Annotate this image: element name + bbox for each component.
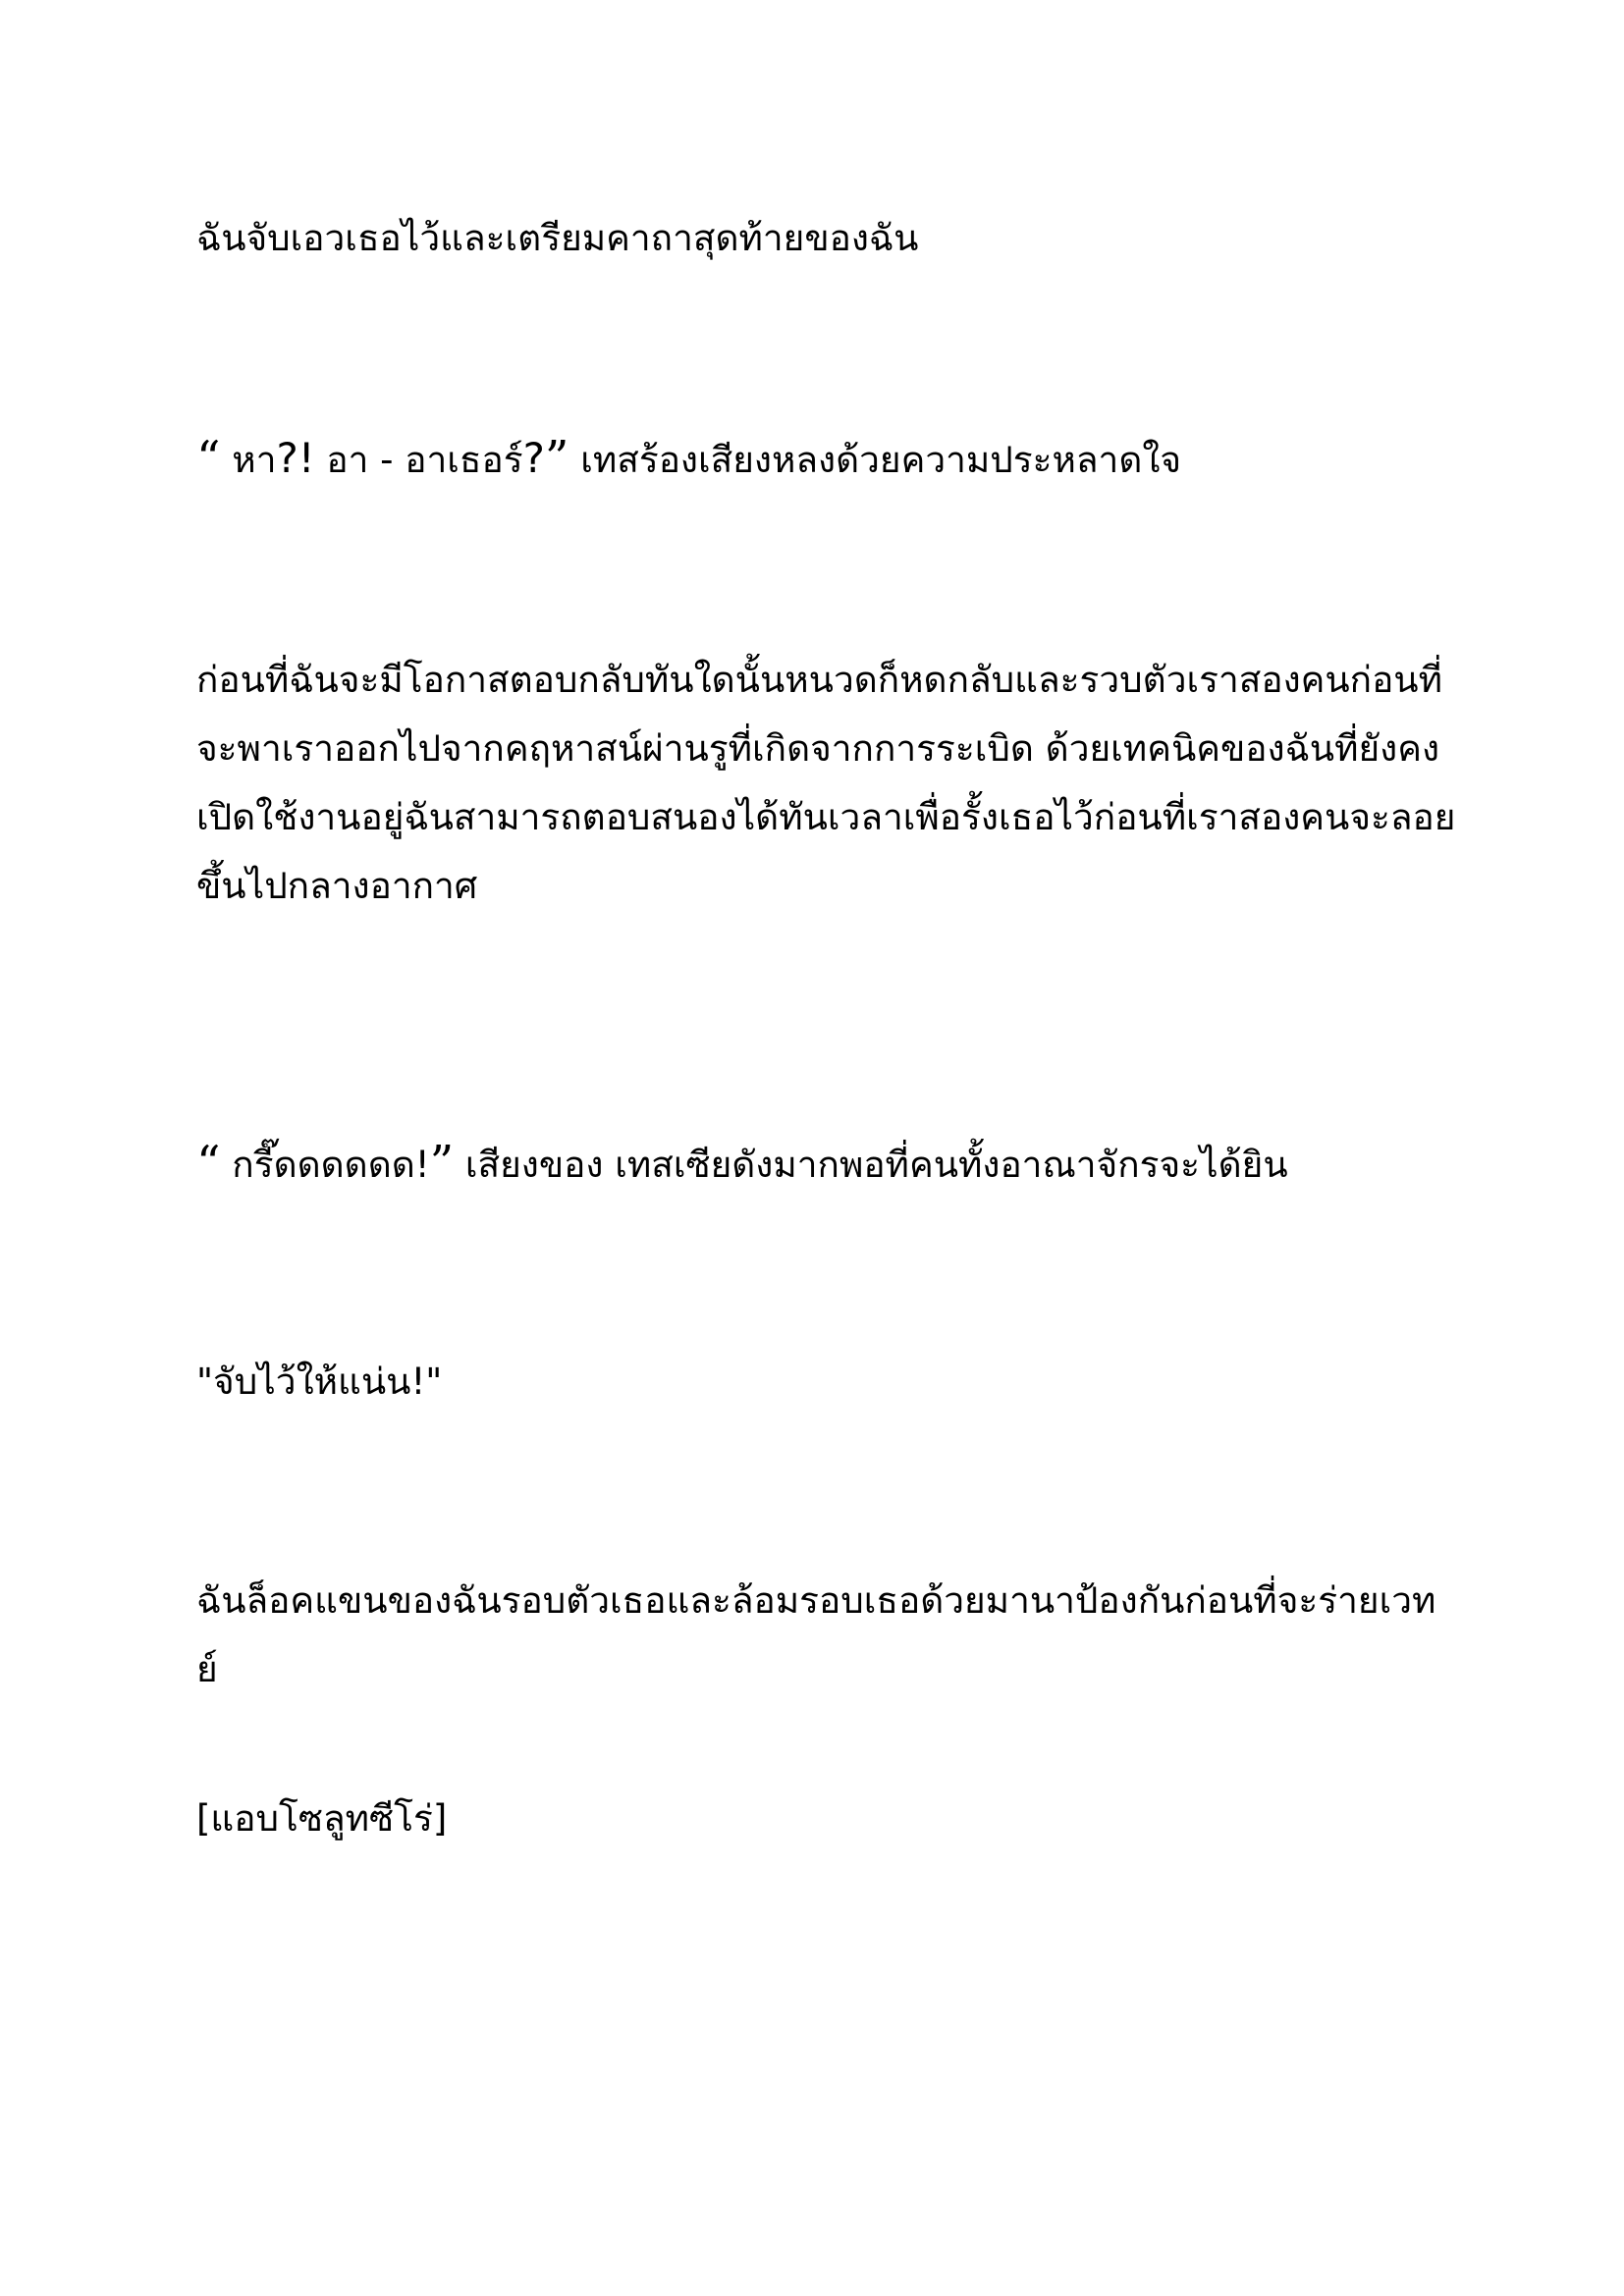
paragraph-3-line-1: ก่อนที่ฉันจะมีโอกาสตอบกลับทันใดนั้นหนวดก็หดกลับและรวบตัวเราสองคนก่อนที่ [196, 659, 1442, 701]
open-quote: “ [196, 1136, 221, 1191]
paragraph-3-line-3: เปิดใช้งานอยู่ฉันสามารถตอบสนองได้ทันเวลาเพื่อรั้งเธอไว้ก่อนที่เราสองคนจะลอย [196, 796, 1456, 838]
paragraph-5: "จับไว้ให้แน่น!" [196, 1361, 443, 1403]
dialogue-text-2: อา - อาเธอร์ [314, 439, 523, 481]
dialogue-text-1: หา [220, 439, 277, 481]
open-quote: “ [196, 431, 221, 486]
paragraph-2-dialogue [196, 424, 1443, 495]
paragraph-7-spell-name: [แอบโซลูทซีโร่] [196, 1797, 448, 1840]
paragraph-3-line-4: ขึ้นไปกลางอากาศ [196, 865, 478, 907]
narration-text: เสียงของ เทสเซียดังมากพอที่คนทั้งอาณาจักรจะได้ยิน [454, 1144, 1288, 1186]
dialogue-text: กรี๊ดดดดดด! [220, 1144, 430, 1186]
paragraph-3 [196, 646, 1456, 921]
question-mark: ? [522, 434, 545, 482]
paragraph-4-dialogue [196, 1129, 1443, 1200]
close-quote: ” [544, 431, 569, 486]
narration-text: เทสร้องเสียงหลงด้วยความประหลาดใจ [568, 439, 1182, 481]
paragraph-6: ฉันล็อคแขนของฉันรอบตัวเธอและล้อมรอบเธอด้วยมานาป้องกันก่อนที่จะร่ายเวทย์ [196, 1579, 1436, 1690]
paragraph-3-line-2: จะพาเราออกไปจากคฤหาสน์ผ่านรูที่เกิดจากการระเบิด ด้วยเทคนิคของฉันที่ยังคง [196, 727, 1440, 770]
close-quote: ” [429, 1136, 455, 1191]
question-exclaim-mark: ?! [276, 434, 315, 482]
paragraph-1: ฉันจับเอวเธอไว้และเตรียมคาถาสุดท้ายของฉัน [196, 217, 919, 259]
